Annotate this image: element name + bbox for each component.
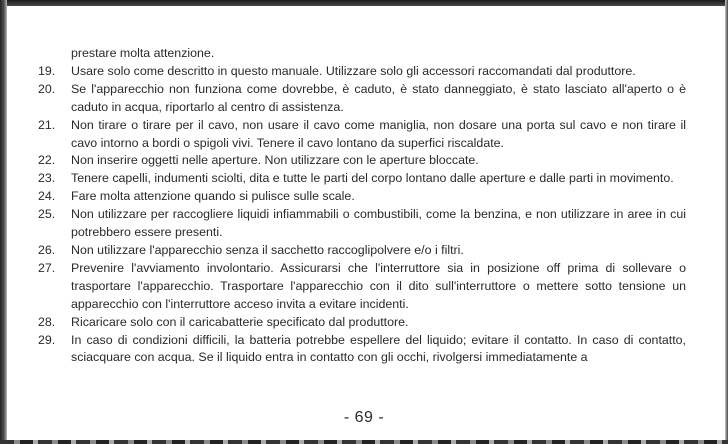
- item-number: 21.: [38, 117, 56, 132]
- item-number: 22.: [38, 153, 56, 168]
- item-text: Non inserire oggetti nelle aperture. Non utilizzare con le aperture bloccate.: [71, 153, 479, 168]
- list-item-25: [38, 206, 686, 242]
- item-text: Non tirare o tirare per il cavo, non usare il cavo come maniglia, non dosare una porta sul cavo e non tirare il cavo intorno a bordi o spigoli vivi. Tenere il cavo lontano da superfici riscaldate.: [71, 117, 686, 150]
- item-number: 25.: [38, 207, 56, 222]
- item-text: Usare solo come descritto in questo manuale. Utilizzare solo gli accessori raccomandati dal produttore.: [71, 63, 636, 78]
- item-number: 28.: [38, 314, 56, 329]
- list-item-22: [38, 152, 686, 170]
- list-item-28: [38, 314, 686, 332]
- scan-border-top: [0, 0, 728, 6]
- item-number: 20.: [38, 81, 56, 96]
- list-item-26: [38, 242, 686, 260]
- list-item-19: [38, 63, 686, 81]
- item-text: Non utilizzare per raccogliere liquidi infiammabili o combustibili, come la benzina, e non utilizzare in aree in cui potrebbero essere presenti.: [71, 207, 686, 240]
- item-number: 19.: [38, 63, 56, 78]
- item-text: Fare molta attenzione quando si pulisce sulle scale.: [71, 189, 355, 204]
- list-item-21: [38, 117, 686, 153]
- scan-border-bottom: [0, 440, 728, 444]
- item-text: Non utilizzare l'apparecchio senza il sacchetto raccoglipolvere e/o i filtri.: [71, 242, 464, 257]
- item-number: 23.: [38, 171, 56, 186]
- item-number: 29.: [38, 332, 56, 347]
- item-text: In caso di condizioni difficili, la batteria potrebbe espellere del liquido; evitare il contatto. In caso di contatto, sciacquare con acqua. Se il liquido entra in contatto con gli occhi, rivolgersi immediatamente a: [71, 332, 686, 365]
- list-item-27: [38, 260, 686, 314]
- list-item-20: [38, 81, 686, 117]
- list-item-29: [38, 332, 686, 368]
- scan-border-left: [0, 0, 7, 444]
- item-text: Se l'apparecchio non funziona come dovrebbe, è caduto, è stato danneggiato, è stato lasciato all'aperto o è caduto in acqua, riportarlo al centro di assistenza.: [71, 81, 686, 114]
- list-item-24: [38, 188, 686, 206]
- page-number: - 69 -: [343, 409, 385, 426]
- continuation-text: prestare molta attenzione.: [71, 46, 215, 60]
- item-text: Prevenire l'avviamento involontario. Assicurarsi che l'interruttore sia in posizione off prima di sollevare o trasportare l'apparecchio. Trasportare l'apparecchio con il dito sull'interruttore o mettere sotto tensione un apparecchio con l'interruttore acceso invita a evitare incidenti.: [71, 260, 686, 311]
- list-item-23: [38, 170, 686, 188]
- item-number: 24.: [38, 189, 56, 204]
- item-number: 27.: [38, 260, 56, 275]
- item-text: Tenere capelli, indumenti sciolti, dita e tutte le parti del corpo lontano dalle aperture e dalle parti in movimento.: [71, 171, 674, 186]
- item-text: Ricaricare solo con il caricabatterie specificato dal produttore.: [71, 314, 409, 329]
- manual-page: [38, 45, 686, 367]
- item-number: 26.: [38, 242, 56, 257]
